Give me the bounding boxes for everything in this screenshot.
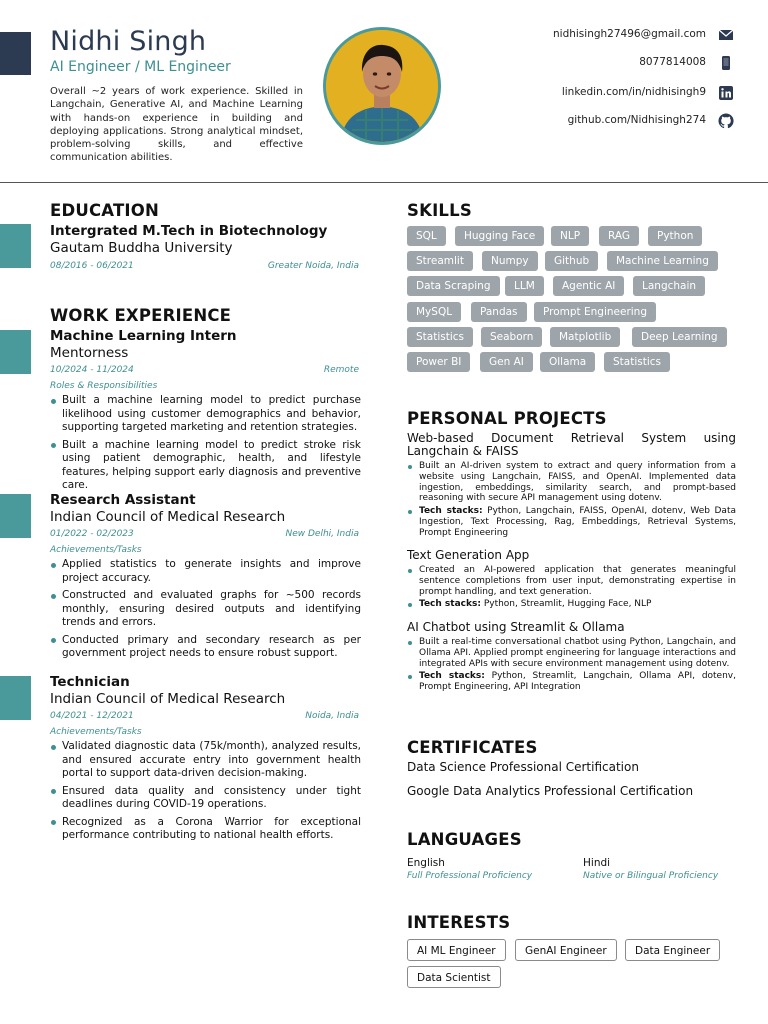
- education-dates: 08/2016 - 06/2021: [50, 261, 134, 271]
- job-organization: Mentorness: [50, 345, 129, 361]
- tech-stack-value: Python, Streamlit, Hugging Face, NLP: [483, 599, 652, 610]
- job-bullets: [50, 394, 361, 497]
- skill-tag: SQL: [407, 226, 446, 246]
- certificates-heading: CERTIFICATES: [407, 738, 538, 757]
- languages-heading: LANGUAGES: [407, 830, 522, 849]
- certificate-item: Data Science Professional Certification: [407, 760, 639, 774]
- skill-tag: Power BI: [407, 352, 470, 372]
- project-description: Created an AI-powered application that generates meaningful sentence completions from user input, demonstrating expertise in prompt handling, and text generation.: [407, 565, 736, 597]
- tech-stack-value: Python, Streamlit, Langchain, Ollama API, dotenv, Prompt Engineering, API Integration: [419, 671, 736, 693]
- contact-email[interactable]: nidhisingh27496@gmail.com: [553, 28, 706, 40]
- skill-tag: NLP: [551, 226, 589, 246]
- work-accent-block-3: [0, 676, 31, 720]
- job-bullet: Conducted primary and secondary research as per government project needs to ensure robust support.: [50, 634, 361, 661]
- job-section-label: Roles & Responsibilities: [50, 381, 158, 391]
- profile-summary: Overall ~2 years of work experience. Skilled in Langchain, Generative AI, and Machine Learning with hands-on experience in building and deploying applications. Strong analytical mindset, problem-solving skills, and effective communication abilities.: [50, 86, 303, 164]
- education-accent-block: [0, 224, 31, 268]
- education-degree: Intergrated M.Tech in Biotechnology: [50, 223, 328, 239]
- project-title: Text Generation App: [407, 548, 530, 562]
- project-description: Built an AI-driven system to extract and query information from a website using Langchain, FAISS, and OpenAI. Implemented data ingestion, embeddings, similarity search, and prompt-based reasoning with secure API management using dotenv.: [407, 461, 736, 504]
- job-bullet: Constructed and evaluated graphs for ~500 records monthly, ensuring desired outputs and identifying trends and errors.: [50, 589, 361, 630]
- job-bullet: Recognized as a Corona Warrior for exceptional performance contributing to national health efforts.: [50, 816, 361, 843]
- work-heading: WORK EXPERIENCE: [50, 306, 232, 325]
- language-name: English: [407, 857, 445, 869]
- language-level: Full Professional Proficiency: [407, 871, 533, 881]
- job-dates: 04/2021 - 12/2021: [50, 711, 134, 721]
- skill-tag: Streamlit: [407, 251, 473, 271]
- job-title: Technician: [50, 674, 130, 690]
- skill-tag: Machine Learning: [607, 251, 718, 271]
- project-title: Web-based Document Retrieval System using Langchain & FAISS: [407, 431, 736, 458]
- linkedin-icon: [718, 85, 734, 101]
- skill-tag: Langchain: [633, 276, 705, 296]
- skill-tag: Github: [545, 251, 598, 271]
- project-description: Built a real-time conversational chatbot using Python, Langchain, and Ollama API. Applied prompt engineering for language interactions and integrated APIs with secure environment management using dotenv.: [407, 637, 736, 669]
- skill-tag: Hugging Face: [455, 226, 544, 246]
- contact-phone[interactable]: 8077814008: [639, 56, 706, 68]
- job-location: Remote: [323, 365, 359, 375]
- job-title: Research Assistant: [50, 492, 196, 508]
- skill-tag: Ollama: [540, 352, 595, 372]
- candidate-role: AI Engineer / ML Engineer: [50, 59, 231, 75]
- work-accent-block-2: [0, 494, 31, 538]
- education-location: Greater Noida, India: [267, 261, 359, 271]
- interest-tag: Data Engineer: [625, 939, 720, 961]
- job-section-label: Achievements/Tasks: [50, 545, 142, 555]
- skill-tag: Python: [648, 226, 702, 246]
- project-tech-stack: [407, 671, 736, 693]
- contact-linkedin[interactable]: linkedin.com/in/nidhisingh9: [561, 86, 706, 98]
- skill-tag: MySQL: [407, 302, 461, 322]
- job-dates: 01/2022 - 02/2023: [50, 529, 134, 539]
- project-bullets: [407, 461, 736, 541]
- profile-photo: [323, 27, 441, 145]
- job-bullet: Validated diagnostic data (75k/month), analyzed results, and ensured accurate entry into government health portal to support data-driven decision-making.: [50, 740, 361, 781]
- email-icon: [718, 27, 734, 43]
- skill-tag: Deep Learning: [632, 327, 727, 347]
- job-organization: Indian Council of Medical Research: [50, 691, 286, 707]
- job-bullet: Ensured data quality and consistency under tight deadlines during COVID-19 operations.: [50, 785, 361, 812]
- project-title: AI Chatbot using Streamlit & Ollama: [407, 620, 625, 634]
- skill-tag: Data Scraping: [407, 276, 500, 296]
- skill-tag: Prompt Engineering: [534, 302, 656, 322]
- interest-tag: Data Scientist: [407, 966, 501, 988]
- header-divider: [0, 182, 768, 183]
- github-icon: [718, 113, 734, 129]
- job-bullets: [50, 558, 361, 665]
- interest-tag: GenAI Engineer: [515, 939, 617, 961]
- phone-icon: [718, 55, 734, 71]
- job-dates: 10/2024 - 11/2024: [50, 365, 134, 375]
- projects-heading: PERSONAL PROJECTS: [407, 409, 607, 428]
- skill-tag: Matplotlib: [550, 327, 620, 347]
- tech-stack-label: Tech stacks:: [419, 671, 485, 682]
- job-bullet: Applied statistics to generate insights and improve project accuracy.: [50, 558, 361, 585]
- interest-tag: AI ML Engineer: [407, 939, 506, 961]
- skill-tag: LLM: [505, 276, 544, 296]
- tech-stack-value: Python, Langchain, FAISS, OpenAI, dotenv, Web Data Ingestion, Text Processing, Rag, Embeddings, Retrieval Systems, Prompt Engineering: [419, 506, 736, 538]
- job-bullet: Built a machine learning model to predict purchase likelihood using customer demographics and behavior, supporting targeted marketing and retention strategies.: [50, 394, 361, 435]
- skills-heading: SKILLS: [407, 201, 472, 220]
- work-accent-block-1: [0, 330, 31, 374]
- skill-tag: Agentic AI: [553, 276, 624, 296]
- tech-stack-label: Tech stacks:: [419, 506, 483, 517]
- skill-tag: Gen AI: [480, 352, 533, 372]
- language-name: Hindi: [583, 857, 611, 869]
- education-school: Gautam Buddha University: [50, 240, 233, 256]
- project-bullets: [407, 637, 736, 695]
- project-tech-stack: [407, 506, 736, 538]
- skill-tag: Numpy: [482, 251, 538, 271]
- certificate-item: Google Data Analytics Professional Certification: [407, 784, 694, 798]
- education-heading: EDUCATION: [50, 201, 159, 220]
- skill-tag: Seaborn: [481, 327, 542, 347]
- tech-stack-label: Tech stacks:: [419, 599, 481, 610]
- project-bullets: [407, 565, 736, 612]
- job-location: Noida, India: [305, 711, 359, 721]
- job-organization: Indian Council of Medical Research: [50, 509, 286, 525]
- skill-tag: Statistics: [604, 352, 670, 372]
- job-section-label: Achievements/Tasks: [50, 727, 142, 737]
- skill-tag: RAG: [599, 226, 639, 246]
- job-bullet: Built a machine learning model to predict stroke risk using patient demographic, health, and lifestyle features, helping support early diagnosis and preventive care.: [50, 439, 361, 493]
- candidate-name: Nidhi Singh: [50, 26, 207, 57]
- contact-github[interactable]: github.com/Nidhisingh274: [567, 114, 706, 126]
- job-bullets: [50, 740, 361, 847]
- skill-tag: Pandas: [471, 302, 527, 322]
- skill-tag: Statistics: [407, 327, 473, 347]
- job-title: Machine Learning Intern: [50, 328, 237, 344]
- header-accent-block: [0, 32, 31, 75]
- project-tech-stack: [407, 599, 736, 610]
- language-level: Native or Bilingual Proficiency: [583, 871, 719, 881]
- interests-heading: INTERESTS: [407, 913, 511, 932]
- job-location: New Delhi, India: [285, 529, 359, 539]
